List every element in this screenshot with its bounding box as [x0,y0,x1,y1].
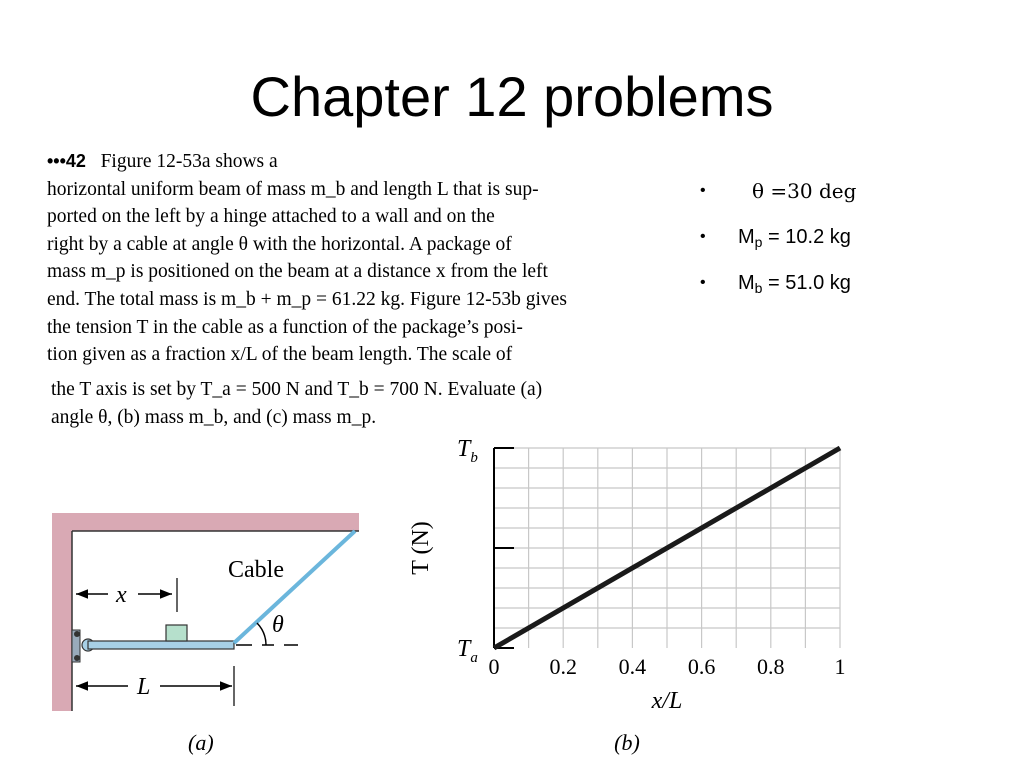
problem-shows: shows a [215,151,278,172]
x-dimension-label: x [116,582,127,608]
cable-label: Cable [228,557,284,583]
x-tick-label: 0 [488,654,500,679]
bullet-dot: • [700,228,706,245]
problem-line-8: the T axis is set by T_a = 500 N and T_b = 700 N. Evaluate (a) [51,379,543,400]
x-tick-label: 0.2 [549,654,577,679]
x-tick-label: 0.6 [687,654,716,679]
problem-line-3: right by a cable at angle θ with the horizontal. A package of [47,233,512,255]
x-axis-title: x/L [651,688,683,714]
x-tick-label: 1 [834,654,846,679]
figure-b-caption: (b) [614,730,640,755]
problem-number: •••42 [47,151,86,171]
problem-line-5: end. The total mass is m_b + m_p = 61.22 kg. Figure 12-53b gives [47,288,567,310]
bullet-dot: • [700,274,706,291]
bullet-dot: • [700,182,706,199]
figure-reference: Figure 12-53a [100,151,211,172]
problem-line-7: tion given as a fraction x/L of the beam length. The scale of [47,344,513,366]
problem-line-2: ported on the left by a hinge attached to a wall and on the [47,206,495,228]
problem-line-6: the tension T in the cable as a function of the package’s posi- [47,316,523,338]
y-tick-label-Ta: $T_a$ [457,636,478,666]
x-tick-label: 0.8 [757,654,785,679]
angle-theta-label: θ [272,612,284,638]
bullet-theta-text: θ =30 deg [752,179,857,203]
bullet-mb-text: $M_b = 51.0$ kg [738,272,851,296]
bullet-mp-text: $M_p = 10.2$ kg [738,226,851,250]
problem-line-4: mass m_p is positioned on the beam at a distance x from the left [47,261,548,283]
problem-line-9: angle θ, (b) mass m_b, and (c) mass m_p. [51,406,377,428]
y-axis-title: T (N) [408,521,434,575]
chart-axes [494,448,514,648]
problem-line-1: horizontal uniform beam of mass m_b and length L that is sup- [47,178,539,200]
L-dimension-label: L [137,674,151,700]
y-tick-label-Tb: $T_b$ [457,436,478,466]
slide-title: Chapter 12 problems [250,65,774,128]
figure-a-caption: (a) [188,730,214,755]
x-tick-label: 0.4 [618,654,647,679]
